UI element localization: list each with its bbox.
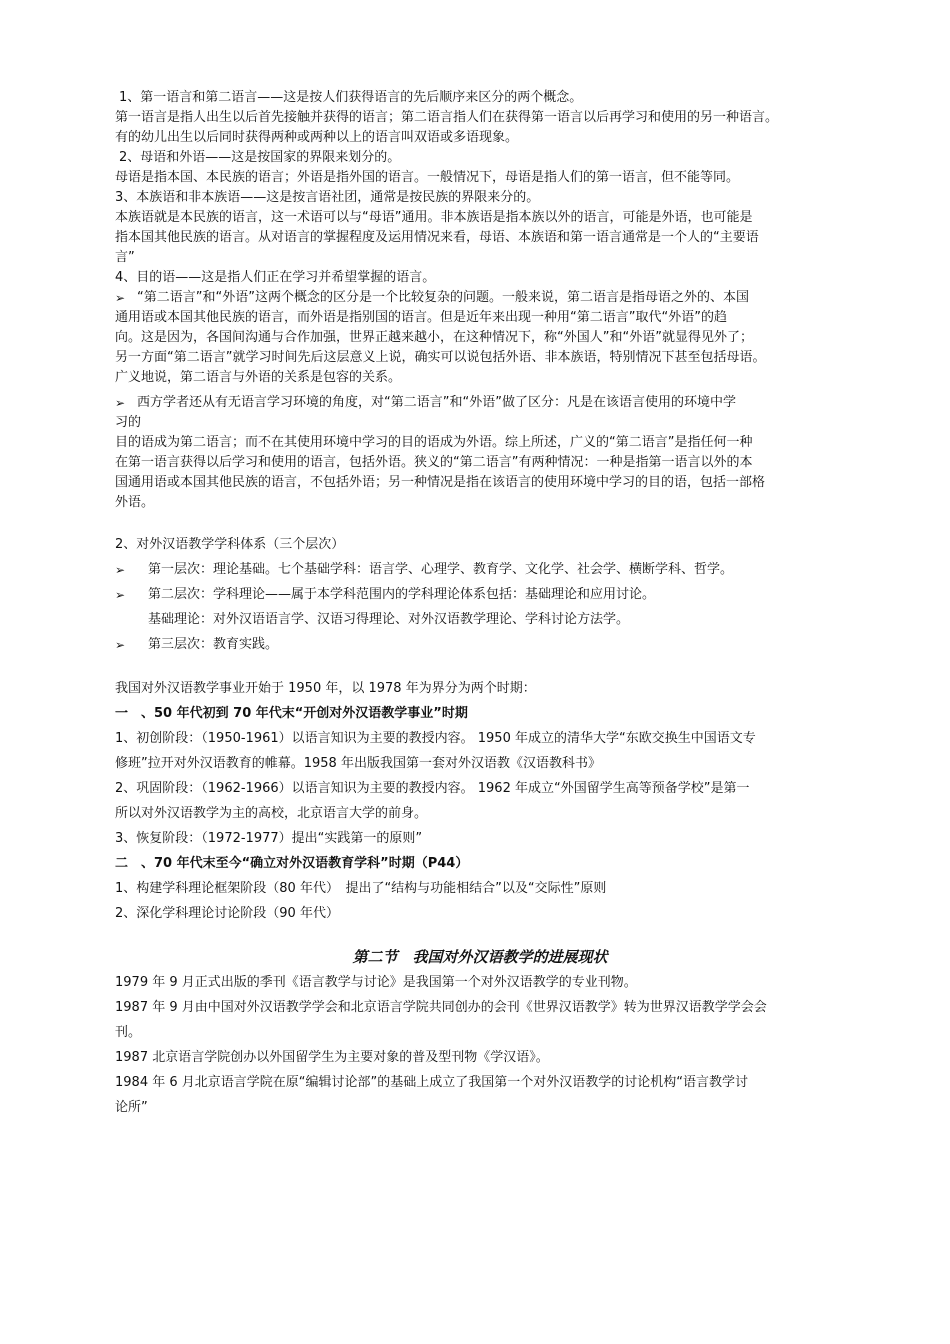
- paragraph-line: 4、目的语——这是指人们正在学习并希望掌握的语言。: [115, 270, 436, 285]
- list-item-text: 第一层次：理论基础。七个基础学科：语言学、心理学、教育学、文化学、社会学、横断学科、哲学。: [148, 562, 734, 577]
- paragraph-line: 1、构建学科理论框架阶段（80 年代） 提出了“结构与功能相结合”以及“交际性”原则: [115, 881, 607, 896]
- paragraph-line: 3、本族语和非本族语——这是按言语社团，通常是按民族的界限来分的。: [115, 190, 540, 205]
- paragraph-line: “第二语言”和“外语”这两个概念的区分是一个比较复杂的问题。一般来说，第二语言是指母语之外的、本国: [137, 290, 749, 305]
- list-item-text: 第二层次：学科理论——属于本学科范围内的学科理论体系包括：基础理论和应用讨论。: [148, 587, 656, 602]
- paragraph-line: 刊。: [115, 1025, 142, 1040]
- paragraph-line: 2、深化学科理论讨论阶段（90 年代）: [115, 906, 339, 921]
- arrow-bullet-icon: ➢: [115, 563, 126, 577]
- paragraph-line: 母语是指本国、本民族的语言；外语是指外国的语言。一般情况下，母语是指人们的第一语言，但不能等同。: [115, 170, 740, 185]
- paragraph-line: 2、巩固阶段：（1962-1966）以语言知识为主要的教授内容。 1962 年成立“外国留学生高等预备学校”是第一: [115, 781, 750, 796]
- paragraph-line: 2、母语和外语——这是按国家的界限来划分的。: [119, 150, 401, 165]
- paragraph-line: 习的: [115, 415, 142, 430]
- paragraph-line: 通用语或本国其他民族的语言，而外语是指别国的语言。但是近年来出现一种用“第二语言”取代“外语”的趋: [115, 310, 727, 325]
- paragraph-line: 1979 年 9 月正式出版的季刊《语言教学与讨论》是我国第一个对外汉语教学的专业刊物。: [115, 975, 637, 990]
- paragraph-line: 目的语成为第二语言；而不在其使用环境中学习的目的语成为外语。综上所述，广义的“第二语言”是指任何一种: [115, 435, 753, 450]
- list-item: [115, 610, 845, 630]
- paragraph-line: 1987 年 9 月由中国对外汉语教学学会和北京语言学院共同创办的会刊《世界汉语教学》转为世界汉语教学学会会: [115, 1000, 767, 1015]
- paragraph-line: 国通用语或本国其他民族的语言，不包括外语；另一种情况是指在该语言的使用环境中学习的目的语，包括一部格: [115, 475, 766, 490]
- paragraph-line: 指本国其他民族的语言。从对语言的掌握程度及运用情况来看，母语、本族语和第一语言通常是一个人的“主要语: [115, 230, 759, 245]
- paragraph-line: 1、初创阶段：（1950-1961）以语言知识为主要的教授内容。 1950 年成立的清华大学“东欧交换生中国语文专: [115, 731, 756, 746]
- bullet-paragraph: [115, 288, 845, 308]
- paragraph-line: 西方学者还从有无语言学习环境的角度，对“第二语言”和“外语”做了区分：凡是在该语言使用的环境中学: [137, 395, 736, 410]
- list-item-text: 第三层次：教育实践。: [148, 637, 279, 652]
- document-page: [115, 88, 845, 1118]
- paragraph-line: 向。这是因为，各国间沟通与合作加强，世界正越来越小，在这种情况下，称“外国人”和“外语”就显得见外了；: [115, 330, 753, 345]
- arrow-bullet-icon: ➢: [115, 396, 126, 410]
- period-title: 一 、50 年代初到 70 年代末“开创对外汉语教学事业”时期: [115, 706, 468, 721]
- paragraph-line: 论所”: [115, 1100, 148, 1115]
- paragraph-line: 3、恢复阶段：（1972-1977）提出“实践第一的原则”: [115, 831, 423, 846]
- paragraph-line: 另一方面“第二语言”就学习时间先后这层意义上说，确实可以说包括外语、非本族语，特别情况下甚至包括母语。: [115, 350, 766, 365]
- arrow-bullet-icon: ➢: [115, 638, 126, 652]
- paragraph-line: 有的幼儿出生以后同时获得两种或两种以上的语言叫双语或多语现象。: [115, 130, 519, 145]
- period-title: 二 、70 年代末至今“确立对外汉语教育学科”时期（P44）: [115, 856, 469, 871]
- section-heading: 第二节 我国对外汉语教学的进展现状: [352, 948, 608, 966]
- paragraph-line: 言”: [115, 250, 135, 265]
- paragraph-line: 广义地说，第二语言与外语的关系是包容的关系。: [115, 370, 402, 385]
- arrow-bullet-icon: ➢: [115, 291, 126, 305]
- arrow-bullet-icon: ➢: [115, 588, 126, 602]
- list-item: [115, 635, 845, 655]
- list-item-text: 基础理论：对外汉语语言学、汉语习得理论、对外汉语教学理论、学科讨论方法学。: [148, 612, 630, 627]
- bullet-paragraph: [115, 393, 845, 413]
- paragraph-line: 1987 北京语言学院创办以外国留学生为主要对象的普及型刊物《学汉语》。: [115, 1050, 549, 1065]
- paragraph-line: 所以对外汉语教学为主的高校，北京语言大学的前身。: [115, 806, 428, 821]
- paragraph-line: 在第一语言获得以后学习和使用的语言，包括外语。狭义的“第二语言”有两种情况：一种是指第一语言以外的本: [115, 455, 753, 470]
- paragraph-line: 修班”拉开对外汉语教育的帷幕。1958 年出版我国第一套对外汉语教《汉语教科书》: [115, 756, 601, 771]
- paragraph-line: 第一语言是指人出生以后首先接触并获得的语言；第二语言指人们在获得第一语言以后再学习和使用的另一种语言。: [115, 110, 779, 125]
- paragraph-line: 1、第一语言和第二语言——这是按人们获得语言的先后顺序来区分的两个概念。: [119, 90, 583, 105]
- list-item: [115, 560, 845, 580]
- section-title: 2、对外汉语教学学科体系（三个层次）: [115, 537, 345, 552]
- list-item: [115, 585, 845, 605]
- paragraph-line: 1984 年 6 月北京语言学院在原“编辑讨论部”的基础上成立了我国第一个对外汉语教学的讨论机构“语言教学讨: [115, 1075, 748, 1090]
- paragraph-line: 我国对外汉语教学事业开始于 1950 年，以 1978 年为界分为两个时期：: [115, 681, 536, 696]
- paragraph-line: 外语。: [115, 495, 155, 510]
- paragraph-line: 本族语就是本民族的语言，这一术语可以与“母语”通用。非本族语是指本族以外的语言，可能是外语，也可能是: [115, 210, 753, 225]
